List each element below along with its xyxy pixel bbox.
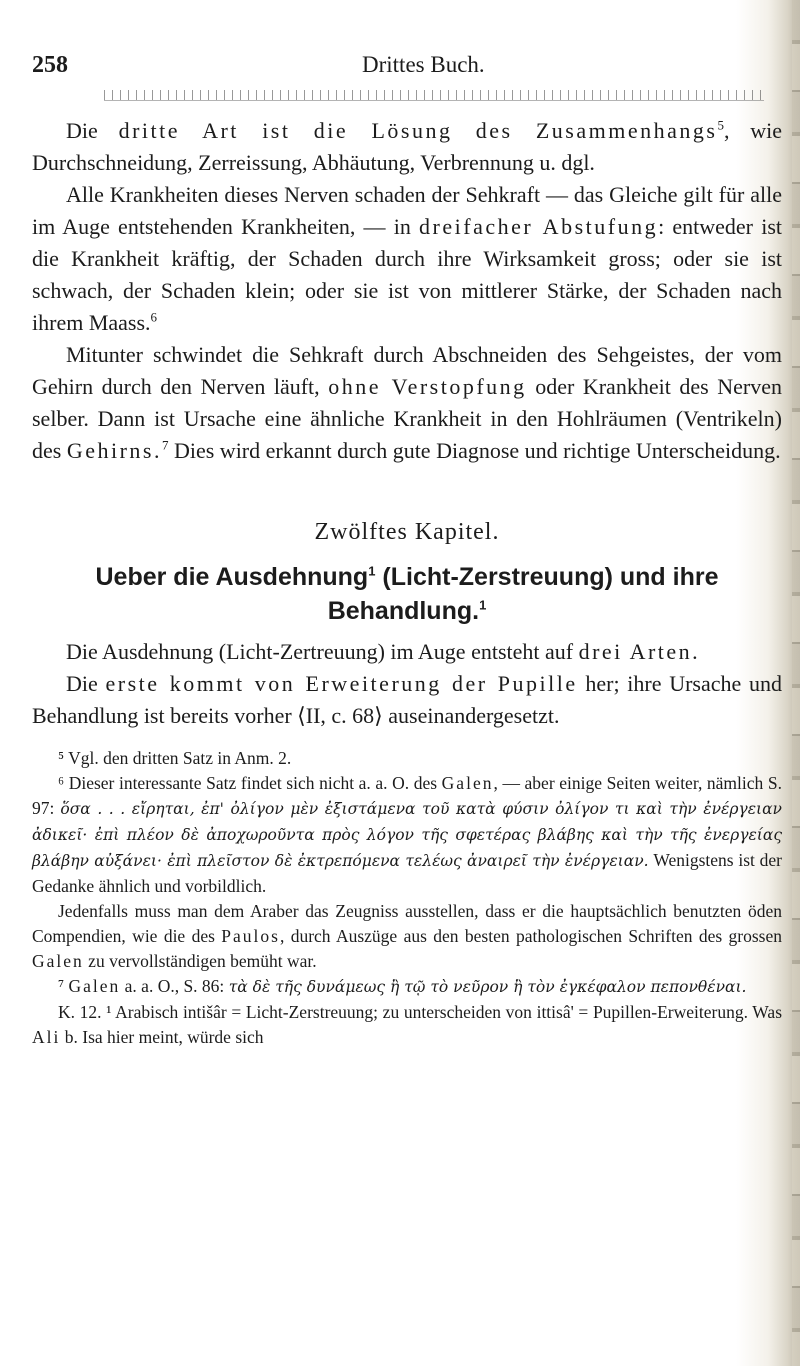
header-ornament-rule [104, 90, 764, 101]
paragraph: Mitunter schwindet die Sehkraft durch Abschneiden des Sehgeistes, der vom Gehirn durch den Nerven läuft, ohne Verstopfung oder Krankheit des Nerven selber. Dann ist Ursache eine ähnliche Krankheit in den Hohlräumen (Ventrikeln) des Gehirns.$^7$ Dies wird erkannt durch gute Diagnose und richtige Unterscheidung. [32, 342, 782, 463]
running-title: Drittes Buch. [362, 52, 485, 77]
footnote: Jedenfalls muss man dem Araber das Zeugniss ausstellen, dass er die hauptsächlich benutzten öden Compendien, wie die des Paulos, durch Auszüge aus den besten pathologischen Schriften des grossen Galen zu vervollständigen bemüht war. [32, 901, 782, 971]
footnote-ref: 6 [150, 309, 158, 325]
paragraph: Alle Krankheiten dieses Nerven schaden der Sehkraft — das Gleiche gilt für alle im Auge entstehenden Krankheiten, — in dreifacher Abstufung: entweder ist die Krankheit kräftig, der Schaden durch ihre Wirksamkeit gross; oder sie ist schwach, der Schaden klein; oder sie ist von mittlerer Stärke, der Schaden nach ihrem Maass.$^6$ [32, 182, 782, 335]
footnote-ref: 7 [161, 437, 169, 453]
footnote-ref: 1 [368, 563, 376, 579]
footnote: ⁷ Galen a. a. O., S. 86: τὰ δὲ τῆς δυνάμεως ἢ τῷ τὸ νεῦρον ἢ τὸν ἐγκέφαλον πεπονθέναι. [58, 976, 747, 996]
footnote: ⁶ Dieser interessante Satz findet sich nicht a. a. O. des Galen, — aber einige Seiten weiter, nämlich S. 97: ὅσα . . . εἴρηται, ἐπ' ὀλίγον μὲν ἐξιστάμενα τοῦ κατὰ φύσιν ὀλίγον τι καὶ τὴν ἐνέργειαν ἀδικεῖ· ἐπὶ πλέον δὲ ἀποχωροῦντα πρὸς λόγον τῆς σφετέρας βλάβης καὶ τὴν τῆς ἐνεργείας βλάβην αὐξάνει· ἐπὶ πλεῖστον δὲ ἐκτρεπόμενα τελέως ἀναιρεῖ τὴν ἐνέργειαν. Wenigstens ist der Gedanke ähnlich und vorbildlich. [32, 773, 783, 896]
greek-quote: ὅσα . . . εἴρηται, ἐπ' ὀλίγον μὲν ἐξιστάμενα τοῦ κατὰ φύσιν ὀλίγον τι καὶ τὴν ἐνέργειαν ἀδικεῖ· ἐπὶ πλέον δὲ ἀποχωροῦντα πρὸς λόγον τῆς σφετέρας βλάβης καὶ τὴν τῆς ἐνεργείας βλάβην αὐξάνει· ἐπὶ πλεῖστον δὲ ἐκτρεπόμενα τελέως ἀναιρεῖ τὴν ἐνέργειαν. [32, 800, 782, 870]
footnote: K. 12. ¹ Arabisch intišâr = Licht-Zerstreuung; zu unterscheiden von ittisâ' = Pupillen-Erweiterung. Was Ali b. Isa hier meint, würde sich [32, 1002, 782, 1047]
running-head [32, 52, 782, 88]
chapter-text [32, 636, 782, 732]
main-text [32, 115, 782, 467]
chapter-title: Ueber die Ausdehnung$^1$ (Licht-Zerstreuung) und ihre Behandlung.$^1$ [95, 563, 719, 625]
footnote-ref: 5 [717, 117, 724, 133]
paragraph: Die Ausdehnung (Licht-Zertreuung) im Auge entsteht auf drei Arten. [66, 639, 701, 664]
paragraph: Die erste kommt von Erweiterung der Pupille her; ihre Ursache und Behandlung ist bereits vorher ⟨II, c. 68⟩ auseinandergesetzt. [32, 671, 783, 728]
chapter-number: Zwölftes Kapitel. [314, 519, 500, 545]
page-edge [792, 0, 800, 1366]
page-number: 258 [32, 52, 68, 78]
footnote: ⁵ Vgl. den dritten Satz in Anm. 2. [58, 748, 292, 768]
page-content [32, 52, 782, 1050]
footnotes [32, 746, 782, 1050]
footnote-ref: 1 [479, 597, 487, 613]
paragraph: Die dritte Art ist die Lösung des Zusammenhangs$^5$, wie Durchschneidung, Zerreissung, Abhäutung, Verbrennung u. dgl. [32, 117, 783, 175]
greek-quote: τὰ δὲ τῆς δυνάμεως ἢ τῷ τὸ νεῦρον ἢ τὸν ἐγκέφαλον πεπονθέναι. [228, 978, 747, 996]
